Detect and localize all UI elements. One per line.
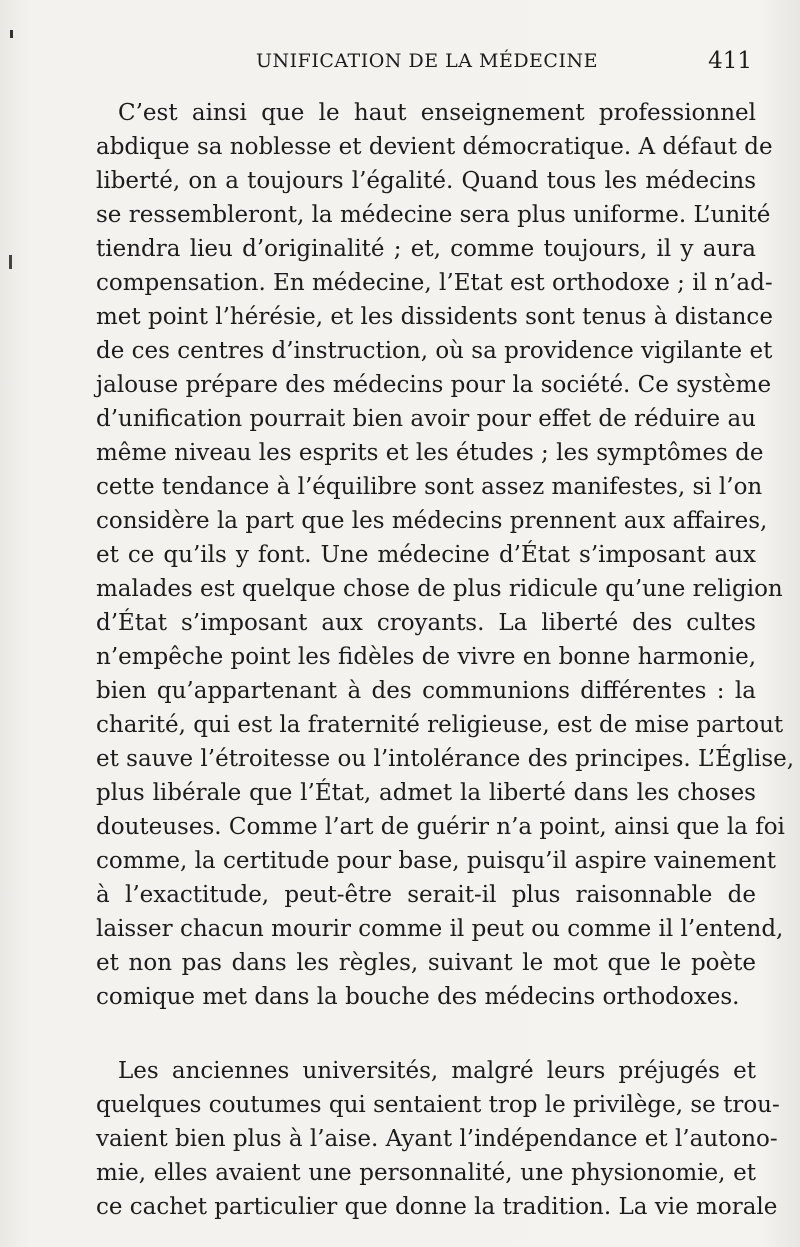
text-line: met point l’hérésie, et les dissidents sont tenus à distance [96,304,773,330]
scan-mark [10,30,13,38]
text-line: Les anciennes universités, malgré leurs préjugés et [118,1058,756,1084]
text-line: de ces centres d’instruction, où sa providence vigilante et [96,338,773,364]
running-head [96,50,756,80]
text-line: comique met dans la bouche des médecins orthodoxes. [96,984,740,1010]
text-line: comme, la certitude pour base, puisqu’il aspire vainement [96,848,776,874]
body-text [96,96,795,1224]
text-line: quelques coutumes qui sentaient trop le privilège, se trou- [96,1092,780,1118]
paragraph [96,96,795,1014]
paragraph [96,1054,780,1224]
text-line: abdique sa noblesse et devient démocratique. A défaut de [96,134,773,160]
text-line: considère la part que les médecins prennent aux affaires, [96,508,768,534]
running-title: UNIFICATION DE LA MÉDECINE [256,50,598,72]
text-line: plus libérale que l’État, admet la liberté dans les choses [96,780,756,806]
text-line: tiendra lieu d’originalité ; et, comme toujours, il y aura [96,236,756,262]
text-line: cette tendance à l’équilibre sont assez manifestes, si l’on [96,474,763,500]
scan-mark [9,255,12,269]
text-line: charité, qui est la fraternité religieuse, est de mise partout [96,712,784,738]
text-line: et ce qu’ils y font. Une médecine d’État s’imposant aux [96,542,756,568]
text-line: laisser chacun mourir comme il peut ou comme il l’entend, [96,916,784,942]
text-line: compensation. En médecine, l’Etat est orthodoxe ; il n’ad- [96,270,773,296]
text-line: même niveau les esprits et les études ; les symptômes de [96,440,764,466]
text-line: n’empêche point les fidèles de vivre en bonne harmonie, [96,644,756,670]
text-line: bien qu’appartenant à des communions différentes : la [96,678,756,704]
text-line: d’État s’imposant aux croyants. La liberté des cultes [96,610,756,636]
text-line: douteuses. Comme l’art de guérir n’a point, ainsi que la foi [96,814,785,840]
paragraph-gap [96,1014,756,1054]
text-line: mie, elles avaient une personnalité, une physionomie, et [96,1160,756,1186]
text-line: et non pas dans les règles, suivant le mot que le poète [96,950,756,976]
text-line: ce cachet particulier que donne la tradition. La vie morale [96,1194,778,1220]
text-line: vaient bien plus à l’aise. Ayant l’indépendance et l’autono- [96,1126,778,1152]
text-line: se ressembleront, la médecine sera plus uniforme. L’unité [96,202,771,228]
text-line: malades est quelque chose de plus ridicule qu’une religion [96,576,783,602]
text-line: et sauve l’étroitesse ou l’intolérance des principes. L’Église, [96,746,795,772]
text-line: jalouse prépare des médecins pour la société. Ce système [96,372,772,398]
text-line: liberté, on a toujours l’égalité. Quand tous les médecins [96,168,756,194]
page-number: 411 [708,48,752,74]
text-line: à l’exactitude, peut-être serait-il plus raisonnable de [96,882,756,908]
text-line: d’unification pourrait bien avoir pour effet de réduire au [96,406,756,432]
text-line: C’est ainsi que le haut enseignement professionnel [118,100,756,126]
